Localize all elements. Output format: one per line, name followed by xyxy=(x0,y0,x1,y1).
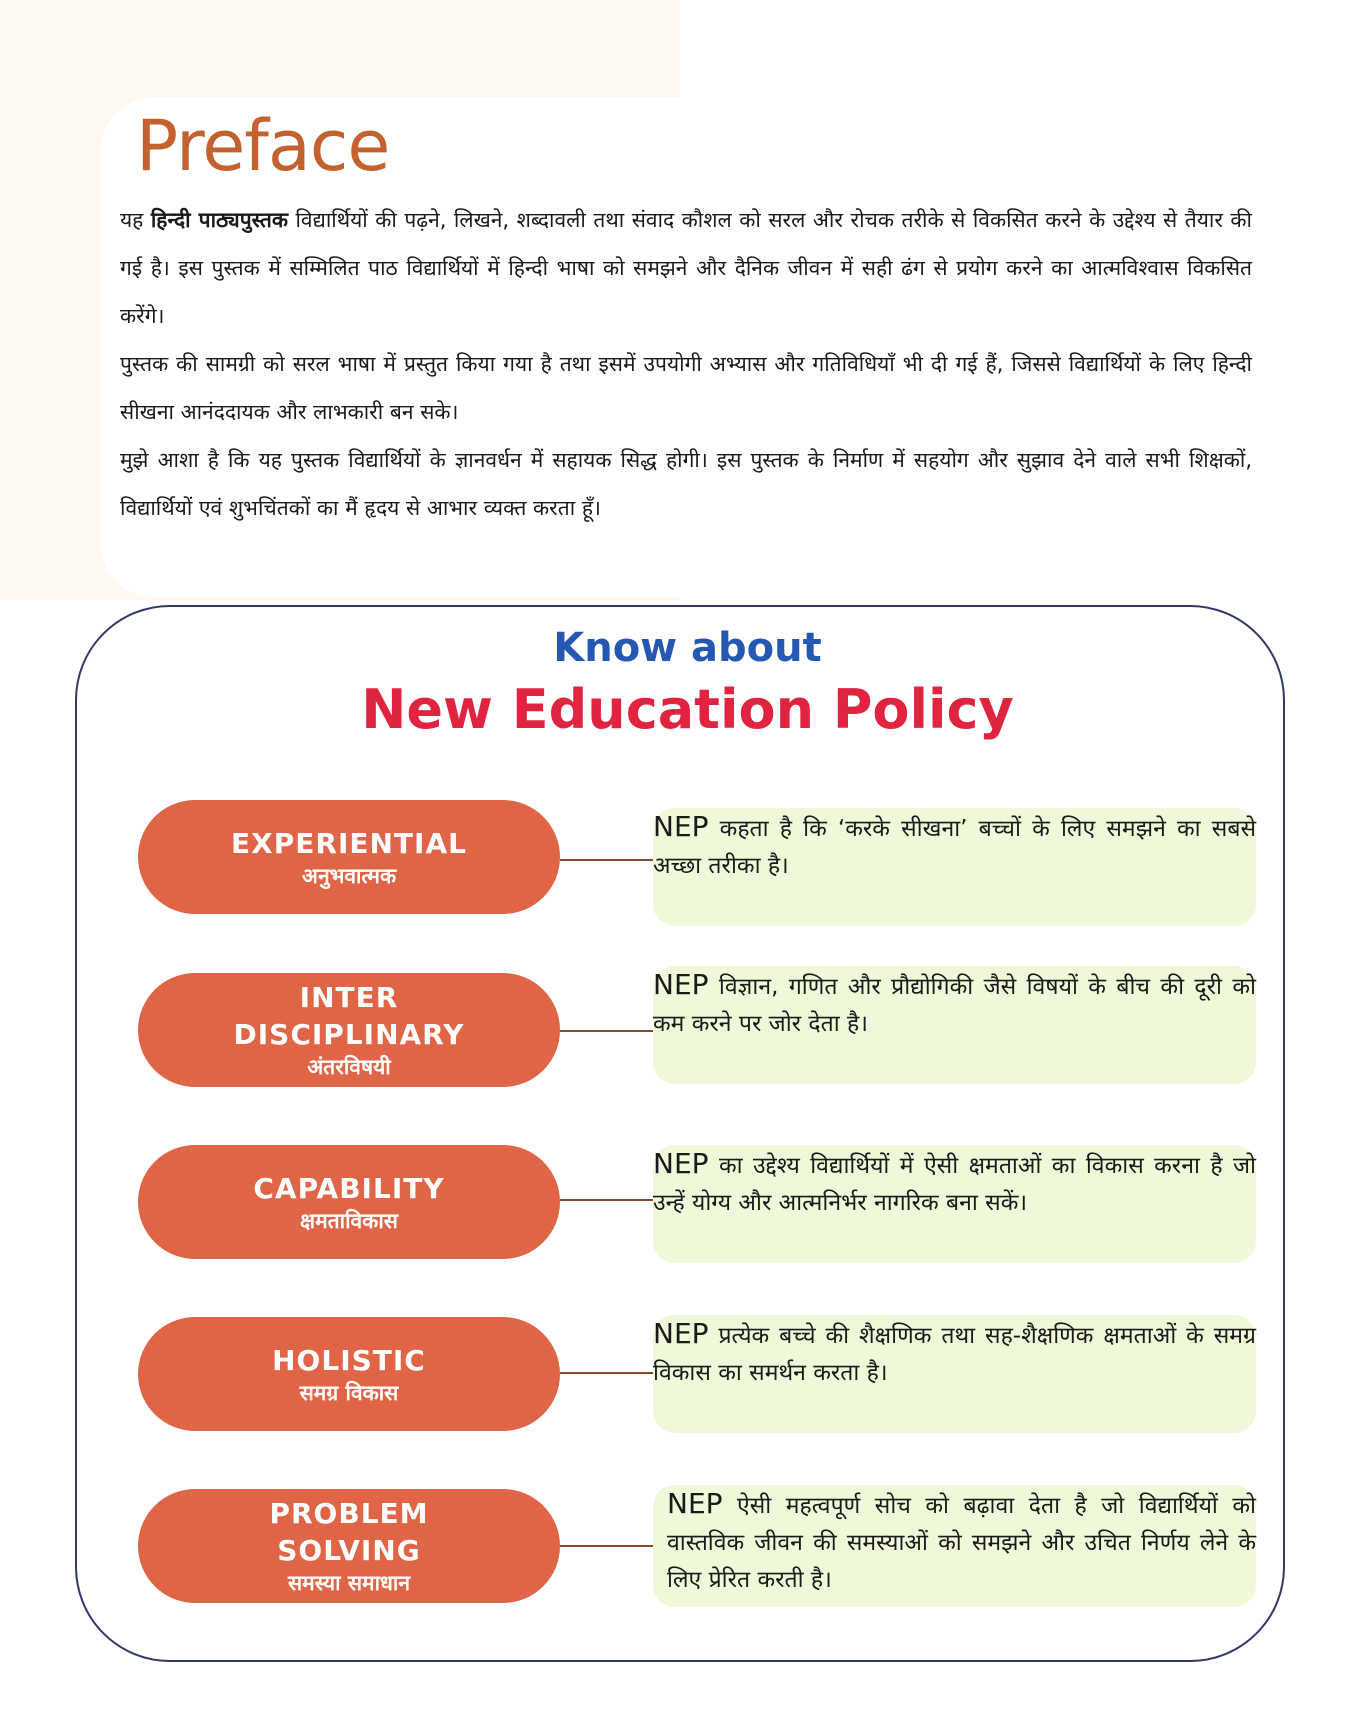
desc-body: का उद्देश्य विद्यार्थियों में ऐसी क्षमताओं का विकास करना है जो उन्हें योग्य और आत्मनिर्भर नागरिक बना सकें। xyxy=(653,1153,1256,1216)
desc-prefix: NEP xyxy=(653,968,709,1001)
desc-prefix: NEP xyxy=(653,1317,709,1350)
nep-pill-holistic xyxy=(138,1317,560,1431)
pill-hindi-label: अंतरविषयी xyxy=(307,1055,391,1079)
pill-english-label: EXPERIENTIAL xyxy=(231,826,467,860)
connector-line xyxy=(560,1030,656,1032)
connector-line xyxy=(560,1199,656,1201)
preface-body xyxy=(120,196,1252,532)
pill-english-label: PROBLEM SOLVING xyxy=(269,1497,429,1567)
pill-english-label: HOLISTIC xyxy=(272,1343,426,1377)
nep-heading-large: New Education Policy xyxy=(361,678,1014,741)
connector-line xyxy=(560,859,656,861)
preface-paragraph-1 xyxy=(120,196,1252,340)
connector-line xyxy=(560,1372,656,1374)
desc-prefix: NEP xyxy=(653,810,709,843)
desc-body: कहता है कि ‘करके सीखना’ बच्चों के लिए समझने का सबसे अच्छा तरीका है। xyxy=(653,816,1256,879)
nep-desc-holistic xyxy=(653,1315,1256,1433)
nep-desc-capability xyxy=(653,1145,1256,1263)
nep-pill-problem-solving xyxy=(138,1489,560,1603)
desc-body: विज्ञान, गणित और प्रौद्योगिकी जैसे विषयों के बीच की दूरी को कम करने पर जोर देता है। xyxy=(653,974,1256,1037)
desc-prefix: NEP xyxy=(653,1147,709,1180)
pill-hindi-label: क्षमताविकास xyxy=(300,1208,398,1233)
desc-text xyxy=(653,808,1256,885)
desc-text xyxy=(653,1315,1256,1392)
preface-title: Preface xyxy=(136,105,390,187)
desc-text xyxy=(667,1485,1256,1599)
preface-para1-lead: यह xyxy=(120,208,151,232)
nep-desc-interdisciplinary xyxy=(653,966,1256,1084)
nep-pill-experiential xyxy=(138,800,560,914)
desc-text xyxy=(653,1145,1256,1222)
pill-hindi-label: समस्या समाधान xyxy=(287,1571,411,1595)
connector-line xyxy=(560,1545,656,1547)
pill-english-label: INTER DISCIPLINARY xyxy=(233,981,465,1051)
nep-pill-capability xyxy=(138,1145,560,1259)
nep-pill-interdisciplinary xyxy=(138,973,560,1087)
preface-paragraph-3: मुझे आशा है कि यह पुस्तक विद्यार्थियों के ज्ञानवर्धन में सहायक सिद्ध होगी। इस पुस्तक के निर्माण में सहयोग और सुझाव देने वाले सभी शिक्षकों, विद्यार्थियों एवं शुभचिंतकों का मैं हृदय से आभार व्यक्त करता हूँ। xyxy=(120,448,1252,520)
desc-body: ऐसी महत्वपूर्ण सोच को बढ़ावा देता है जो विद्यार्थियों को वास्तविक जीवन की समस्याओं को समझने और उचित निर्णय लेने के लिए प्रेरित करती है। xyxy=(667,1493,1256,1593)
nep-desc-problem-solving xyxy=(653,1485,1256,1607)
pill-hindi-label: समग्र विकास xyxy=(299,1380,399,1405)
preface-paragraph-2: पुस्तक की सामग्री को सरल भाषा में प्रस्तुत किया गया है तथा इसमें उपयोगी अभ्यास और गतिविधियाँ भी दी गई हैं, जिससे विद्यार्थियों के लिए हिन्दी सीखना आनंददायक और लाभकारी बन सके। xyxy=(120,352,1252,424)
nep-heading-small: Know about xyxy=(553,625,822,671)
book-name-bold: हिन्दी पाठ्यपुस्तक xyxy=(150,208,288,232)
desc-prefix: NEP xyxy=(667,1487,723,1520)
preface-para1-rest: विद्यार्थियों की पढ़ने, लिखने, शब्दावली तथा संवाद कौशल को सरल और रोचक तरीके से विकसित करने के उद्देश्य से तैयार की गई है। इस पुस्तक में सम्मिलित पाठ विद्यार्थियों में हिन्दी भाषा को समझने और दैनिक जीवन में सही ढंग से प्रयोग करने का आत्मविश्वास विकसित करेंगे। xyxy=(120,208,1252,328)
pill-english-label: CAPABILITY xyxy=(253,1171,445,1205)
desc-body: प्रत्येक बच्चे की शैक्षणिक तथा सह-शैक्षणिक क्षमताओं के समग्र विकास का समर्थन करता है। xyxy=(653,1323,1256,1386)
nep-desc-experiential xyxy=(653,808,1256,926)
desc-text xyxy=(653,966,1256,1043)
pill-hindi-label: अनुभवात्मक xyxy=(301,863,397,888)
